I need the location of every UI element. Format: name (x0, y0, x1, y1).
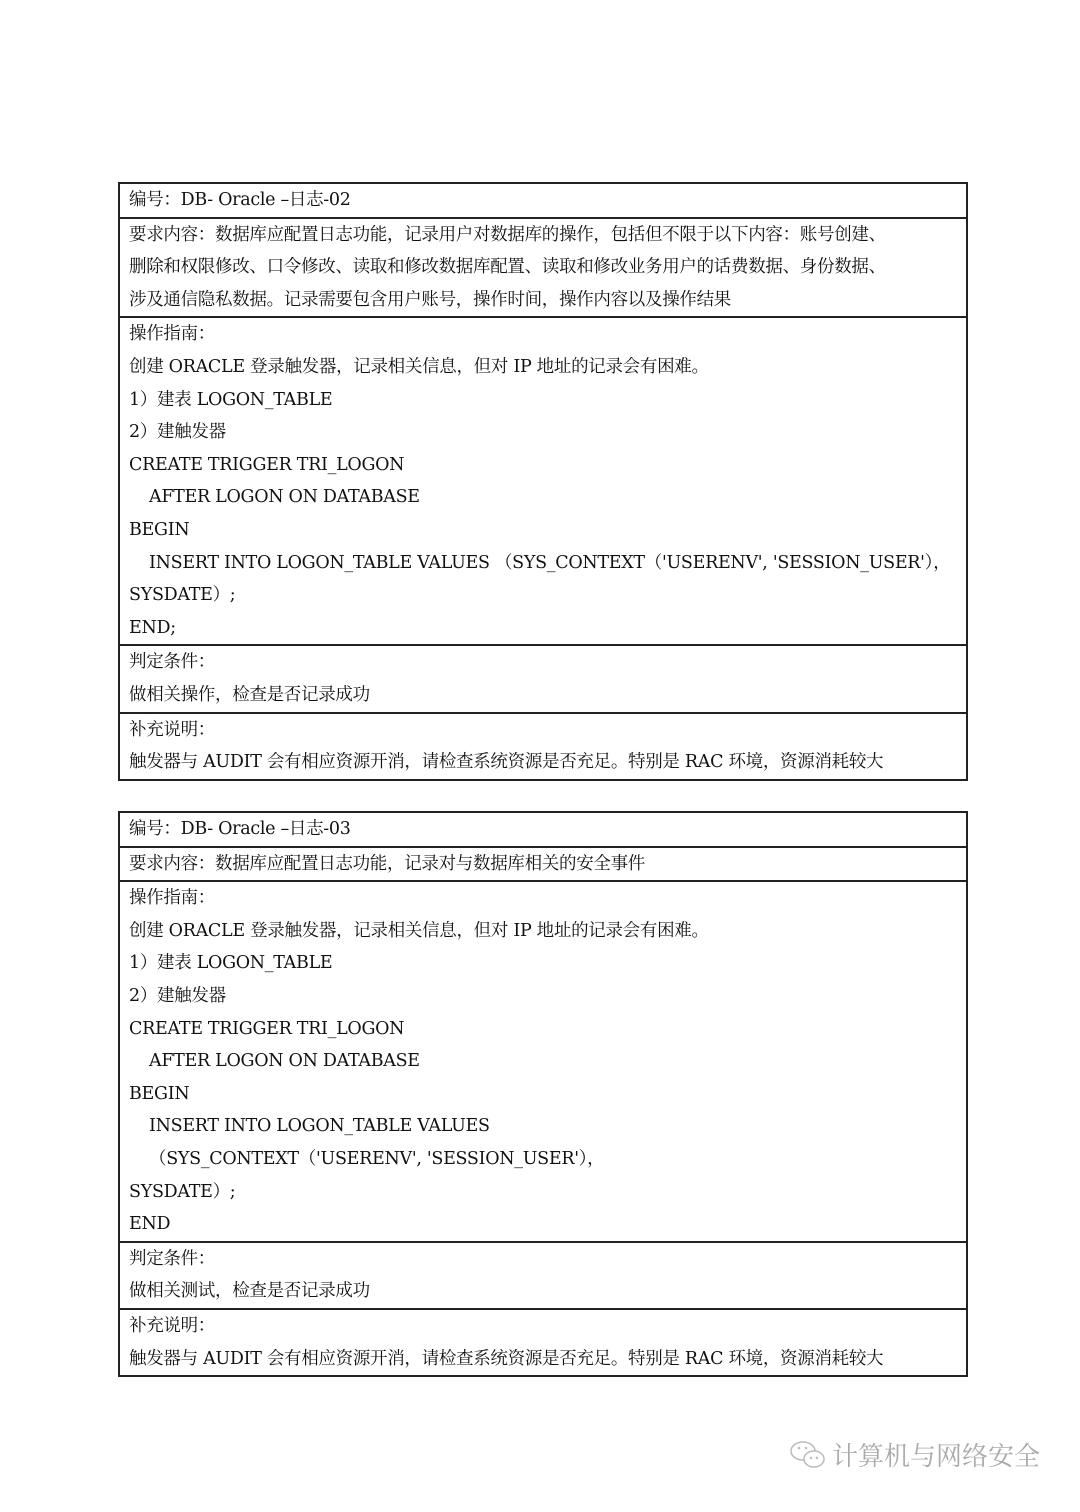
row-guide-line: BEGIN (129, 519, 190, 540)
row-supplement-line: 触发器与 AUDIT 会有相应资源开消，请检查系统资源是否充足。特别是 RAC 环境，资源消耗较大 (129, 752, 884, 773)
watermark (790, 1436, 1040, 1473)
row-guide-line: INSERT INTO LOGON_TABLE VALUES （SYS_CONTEXT（'USERENV', 'SESSION_USER'）， (149, 552, 951, 573)
row-guide-line: 1）建表 LOGON_TABLE (129, 953, 333, 974)
row-guide-line: （SYS_CONTEXT（'USERENV', 'SESSION_USER'）， (149, 1148, 605, 1169)
row-guide-line: CREATE TRIGGER TRI_LOGON (129, 1018, 405, 1039)
row-guide-line: AFTER LOGON ON DATABASE (149, 1051, 420, 1072)
row-judge (120, 1241, 966, 1308)
row-judge-line: 做相关测试，检查是否记录成功 (129, 1281, 370, 1302)
row-guide-line: AFTER LOGON ON DATABASE (149, 487, 420, 508)
row-guide-line: 创建 ORACLE 登录触发器，记录相关信息，但对 IP 地址的记录会有困难。 (129, 920, 709, 941)
row-guide-line: BEGIN (129, 1083, 190, 1104)
row-guide-line: 创建 ORACLE 登录触发器，记录相关信息，但对 IP 地址的记录会有困难。 (129, 356, 709, 377)
row-requirement-line: 涉及通信隐私数据。记录需要包含用户账号，操作时间，操作内容以及操作结果 (129, 289, 731, 310)
row-guide-line: 2）建触发器 (129, 422, 226, 443)
row-judge-line: 判定条件： (129, 652, 215, 673)
row-requirement-line: 要求内容：数据库应配置日志功能，记录对与数据库相关的安全事件 (129, 853, 645, 874)
row-guide-line: CREATE TRIGGER TRI_LOGON (129, 454, 405, 475)
watermark-text: 计算机与网络安全 (832, 1442, 1041, 1472)
wechat-icon (790, 1440, 826, 1470)
row-guide-line: SYSDATE）; (129, 1181, 236, 1202)
row-requirement (120, 217, 966, 317)
row-supplement (120, 1308, 966, 1375)
row-guide (120, 316, 966, 644)
row-guide-line: 2）建触发器 (129, 985, 226, 1006)
row-id-line: 编号：DB- Oracle –日志-02 (129, 190, 351, 210)
row-guide (120, 880, 966, 1241)
row-guide-line: END (129, 1214, 171, 1235)
row-guide-line: 1）建表 LOGON_TABLE (129, 389, 333, 410)
row-requirement-line: 要求内容：数据库应配置日志功能，记录用户对数据库的操作，包括但不限于以下内容：账号创建、 (129, 224, 886, 245)
row-id-line: 编号：DB- Oracle –日志-03 (129, 819, 351, 839)
spec-table-log-03 (118, 811, 968, 1377)
row-id (120, 184, 966, 217)
row-guide-line: SYSDATE）; (129, 585, 236, 606)
row-supplement (120, 712, 966, 779)
row-judge (120, 644, 966, 711)
row-id (120, 813, 966, 846)
row-judge-line: 判定条件： (129, 1248, 215, 1269)
row-guide-line: INSERT INTO LOGON_TABLE VALUES (149, 1116, 490, 1137)
row-supplement-line: 补充说明： (129, 719, 215, 740)
row-guide-line: 操作指南： (129, 888, 215, 909)
row-supplement-line: 补充说明： (129, 1315, 215, 1336)
spec-table-log-02 (118, 182, 968, 781)
row-requirement (120, 846, 966, 881)
row-guide-line: END; (129, 617, 176, 638)
row-requirement-line: 删除和权限修改、口令修改、读取和修改数据库配置、读取和修改业务用户的话费数据、身份数据、 (129, 257, 886, 278)
row-supplement-line: 触发器与 AUDIT 会有相应资源开消，请检查系统资源是否充足。特别是 RAC 环境，资源消耗较大 (129, 1348, 884, 1369)
row-judge-line: 做相关操作，检查是否记录成功 (129, 684, 370, 705)
row-guide-line: 操作指南： (129, 324, 215, 345)
